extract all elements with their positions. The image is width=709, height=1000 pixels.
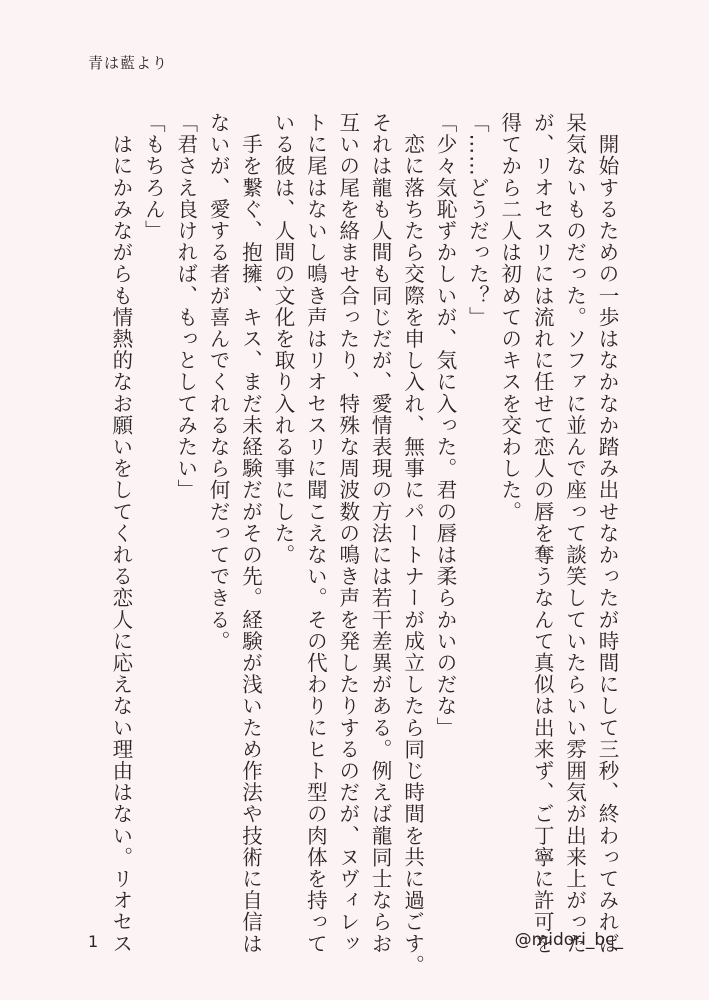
text-line: 呆気ないものだった。ソファに並んで座って談笑していたらいい雰囲気が出来上がった [562,112,587,955]
text-line: 手を繋ぐ、抱擁、キス、まだ未経験だがその先。経験が浅いため作法や技術に自信は [238,112,263,955]
text-line: それは龍も人間も同じだが、愛情表現の方法には若干差異がある。例えば龍同士ならお [368,112,393,955]
text-line: いる彼は、人間の文化を取り入れる事にした。 [270,112,295,566]
text-line: 「……どうだった？」 [465,112,490,328]
text-line: ないが、愛する者が喜んでくれるなら何だってできる。 [206,112,231,652]
text-line: が、リオセスリには流れに任せて恋人の唇を奪うなんて真似は出来ず、ご丁寧に許可を [530,112,555,955]
book-title: 青は藍より [88,54,169,72]
text-line: 互いの尾を絡ませ合ったり、特殊な周波数の鳴き声を発したりするのだが、ヌヴィレッ [335,112,360,955]
text-line: 恋に落ちたら交際を申し入れ、無事にパートナーが成立したら同じ時間を共に過ごす。 [400,112,425,976]
page-number: 1 [88,932,99,951]
text-line: 開始するための一歩はなかなか踏み出せなかったが時間にして三秒、終わってみれば [595,112,619,955]
text-line: 得てから二人は初めてのキスを交わした。 [497,112,522,523]
text-line: 「少々気恥ずかしいが、気に入った。君の唇は柔らかいのだな」 [432,112,457,739]
text-line: 「君さえ良ければ、もっとしてみたい」 [173,112,198,501]
text-line: 「もちろん」 [141,112,166,242]
text-line: トに尾はないし鳴き声はリオセスリに聞こえない。その代わりにヒト型の肉体を持って [303,112,328,955]
author-handle: @midori_bc_ [514,930,623,950]
text-line: はにかみながらも情熱的なお願いをしてくれる恋人に応えない理由はない。リオセス [108,112,133,955]
